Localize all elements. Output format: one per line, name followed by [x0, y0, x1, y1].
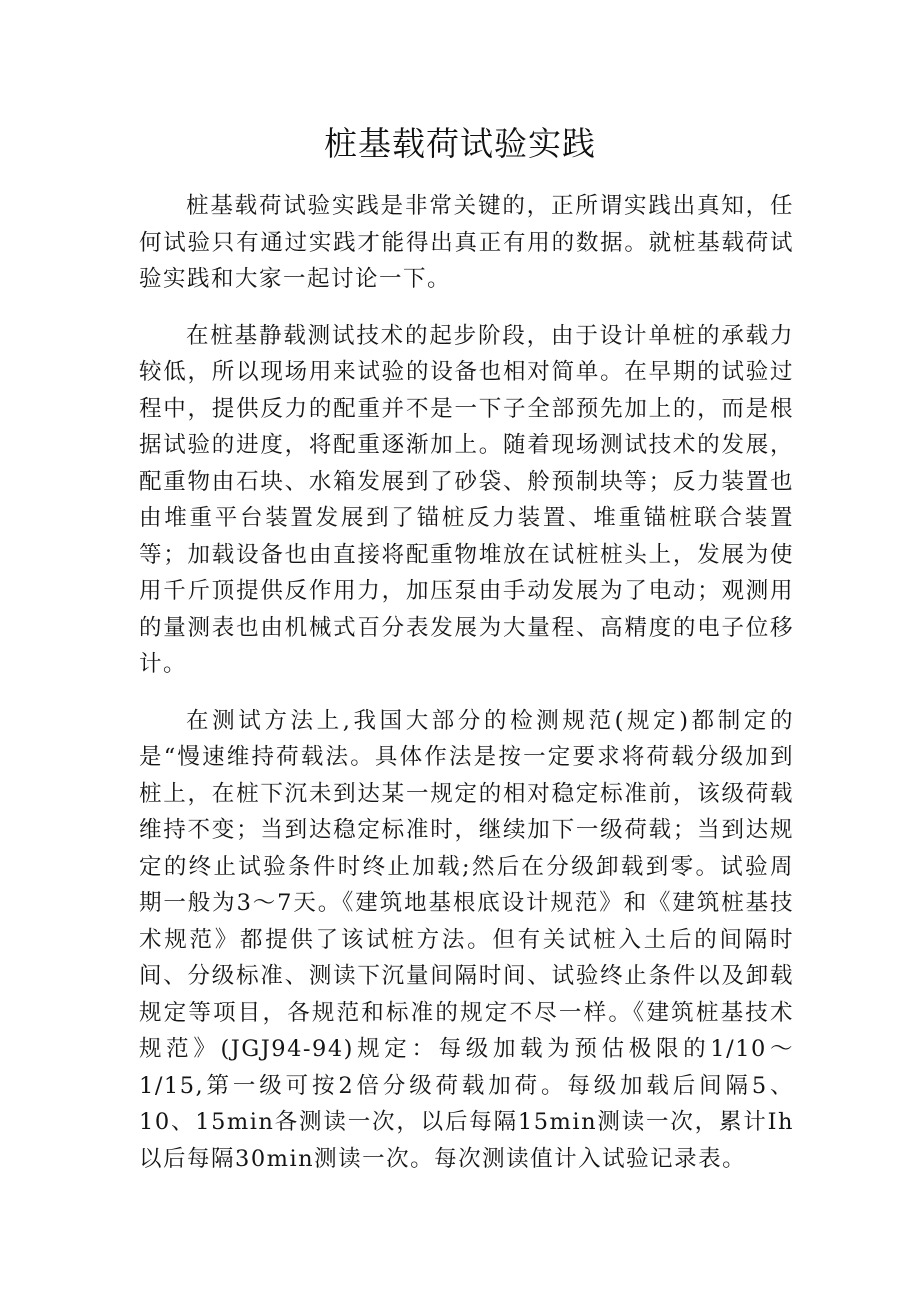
- paragraph-intro: 桩基载荷试验实践是非常关键的，正所谓实践出真知，任何试验只有通过实践才能得出真正有用的数据。就桩基载荷试验实践和大家一起讨论一下。: [139, 193, 794, 292]
- paragraph-history: 在桩基静载测试技术的起步阶段，由于设计单桩的承载力较低，所以现场用来试验的设备也相对简单。在早期的试验过程中，提供反力的配重并不是一下子全部预先加上的，而是根据试验的进度，将配重逐渐加上。随着现场测试技术的发展，配重物由石块、水箱发展到了砂袋、舲预制块等；反力装置也由堆重平台装置发展到了锚桩反力装置、堆重锚桩联合装置等；加载设备也由直接将配重物堆放在试桩桩头上，发展为使用千斤顶提供反作用力，加压泵由手动发展为了电动；观测用的量测表也由机械式百分表发展为大量程、高精度的电子位移计。: [139, 322, 794, 677]
- document-body: [139, 188, 794, 1197]
- paragraph-test-method: 在测试方法上,我国大部分的检测规范(规定)都制定的是“慢速维持荷载法。具体作法是按一定要求将荷载分级加到桩上，在桩下沉未到达某一规定的相对稳定标准前，该级荷载维持不变；当到达稳定标准时，继续加下一级荷载；当到达规定的终止试验条件时终止加载;然后在分级卸载到零。试验周期一般为3～7天。《建筑地基根底设计规范》和《建筑桩基技术规范》都提供了该试桩方法。但有关试桩入土后的间隔时间、分级标准、测读下沉量间隔时间、试验终止条件以及卸载规定等项目，各规范和标准的规定不尽一样。《建筑桩基技术规范》(JGJ94-94)规定：每级加载为预估极限的1/10～1/15,第一级可按2倍分级荷载加荷。每级加载后间隔5、10、15min各测读一次，以后每隔15min测读一次，累计Ih以后每隔30min测读一次。每次测读值计入试验记录表。: [139, 707, 794, 1172]
- document-title: 桩基载荷试验实践: [324, 124, 596, 163]
